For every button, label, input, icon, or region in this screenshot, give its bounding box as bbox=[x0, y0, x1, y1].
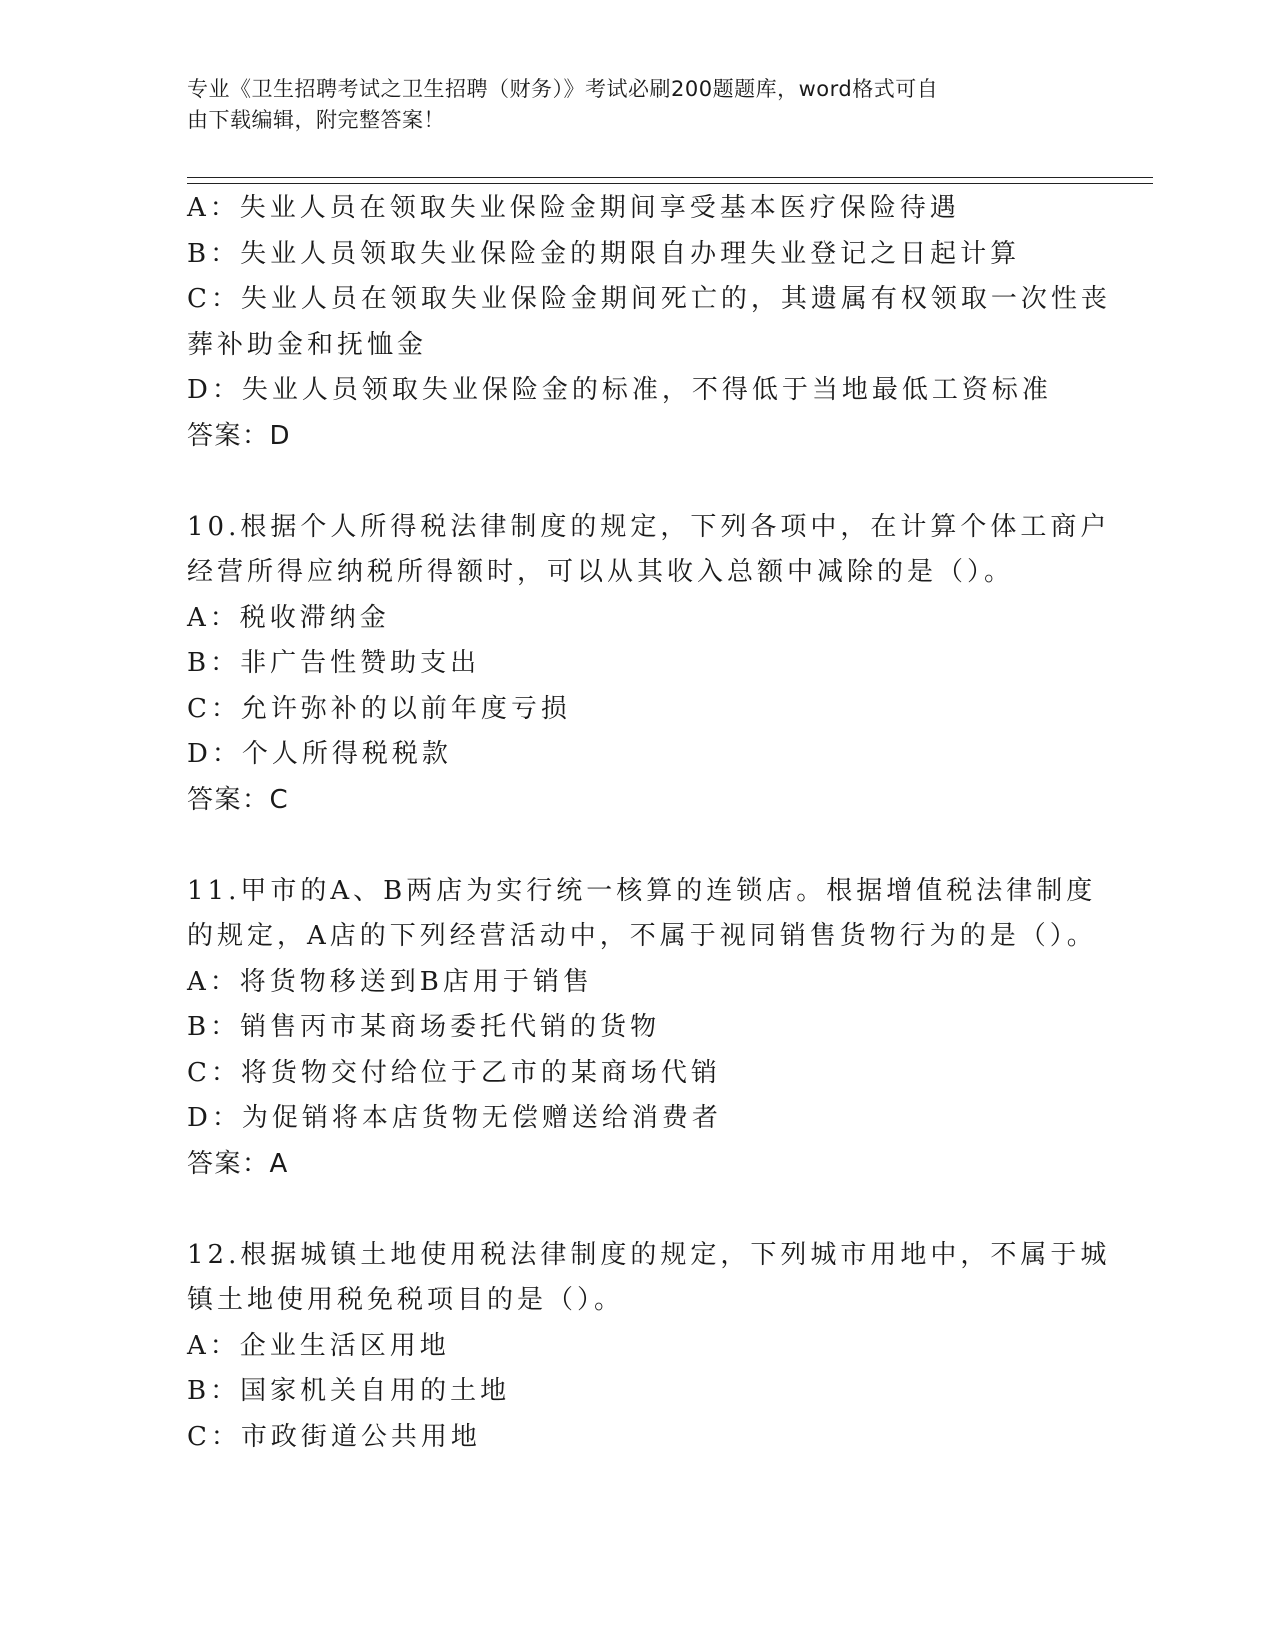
option-b: B：国家机关自用的土地 bbox=[187, 1376, 511, 1406]
question-stem: 10.根据个人所得税法律制度的规定，下列各项中，在计算个体工商户 bbox=[187, 511, 1111, 542]
option-a: A：企业生活区用地 bbox=[187, 1330, 450, 1361]
option-d: D：为促销将本店货物无偿赠送给消费者 bbox=[187, 1103, 722, 1133]
question-stem: 11.甲市的A、B两店为实行统一核算的连锁店。根据增值税法律制度 bbox=[187, 875, 1097, 906]
question-stem-continued: 镇土地使用税免税项目的是（）。 bbox=[187, 1285, 625, 1315]
option-a: A：失业人员在领取失业保险金期间享受基本医疗保险待遇 bbox=[187, 193, 960, 223]
option-c-continued: 葬补助金和抚恤金 bbox=[187, 329, 428, 360]
answer: 答案：D bbox=[187, 420, 292, 451]
option-b: B：非广告性赞助支出 bbox=[187, 648, 481, 678]
question-stem-continued: 经营所得应纳税所得额时，可以从其收入总额中减除的是（）。 bbox=[187, 557, 1015, 587]
option-c: C：将货物交付给位于乙市的某商场代销 bbox=[187, 1057, 721, 1088]
header-divider-bottom bbox=[187, 183, 1153, 184]
option-c: C：市政街道公共用地 bbox=[187, 1421, 481, 1452]
answer: 答案：A bbox=[187, 1148, 289, 1179]
question-stem-continued: 的规定，A店的下列经营活动中，不属于视同销售货物行为的是（）。 bbox=[187, 921, 1097, 951]
document-header bbox=[187, 74, 1067, 136]
question-9 bbox=[187, 186, 1111, 459]
spacer bbox=[187, 459, 1087, 505]
answer: 答案：C bbox=[187, 784, 290, 815]
option-c: C：允许弥补的以前年度亏损 bbox=[187, 693, 571, 724]
question-list bbox=[187, 186, 1111, 1460]
option-b: B：失业人员领取失业保险金的期限自办理失业登记之日起计算 bbox=[187, 238, 1021, 269]
option-d: D：失业人员领取失业保险金的标准，不得低于当地最低工资标准 bbox=[187, 375, 1052, 405]
option-c: C：失业人员在领取失业保险金期间死亡的，其遗属有权领取一次性丧 bbox=[187, 284, 1111, 314]
header-divider-top bbox=[187, 177, 1153, 178]
spacer bbox=[187, 823, 1087, 869]
option-d: D：个人所得税税款 bbox=[187, 739, 452, 769]
question-stem: 12.根据城镇土地使用税法律制度的规定，下列城市用地中，不属于城 bbox=[187, 1239, 1111, 1270]
question-10 bbox=[187, 505, 1111, 824]
option-b: B：销售丙市某商场委托代销的货物 bbox=[187, 1012, 661, 1042]
question-12 bbox=[187, 1233, 1111, 1461]
header-line-1: 专业《卫生招聘考试之卫生招聘（财务）》考试必刷200题题库，word格式可自 bbox=[187, 77, 939, 101]
header-line-2: 由下载编辑，附完整答案！ bbox=[187, 108, 445, 132]
option-a: A：将货物移送到B店用于销售 bbox=[187, 966, 593, 997]
spacer bbox=[187, 1187, 1087, 1233]
option-a: A：税收滞纳金 bbox=[187, 602, 390, 633]
question-11 bbox=[187, 869, 1097, 1188]
